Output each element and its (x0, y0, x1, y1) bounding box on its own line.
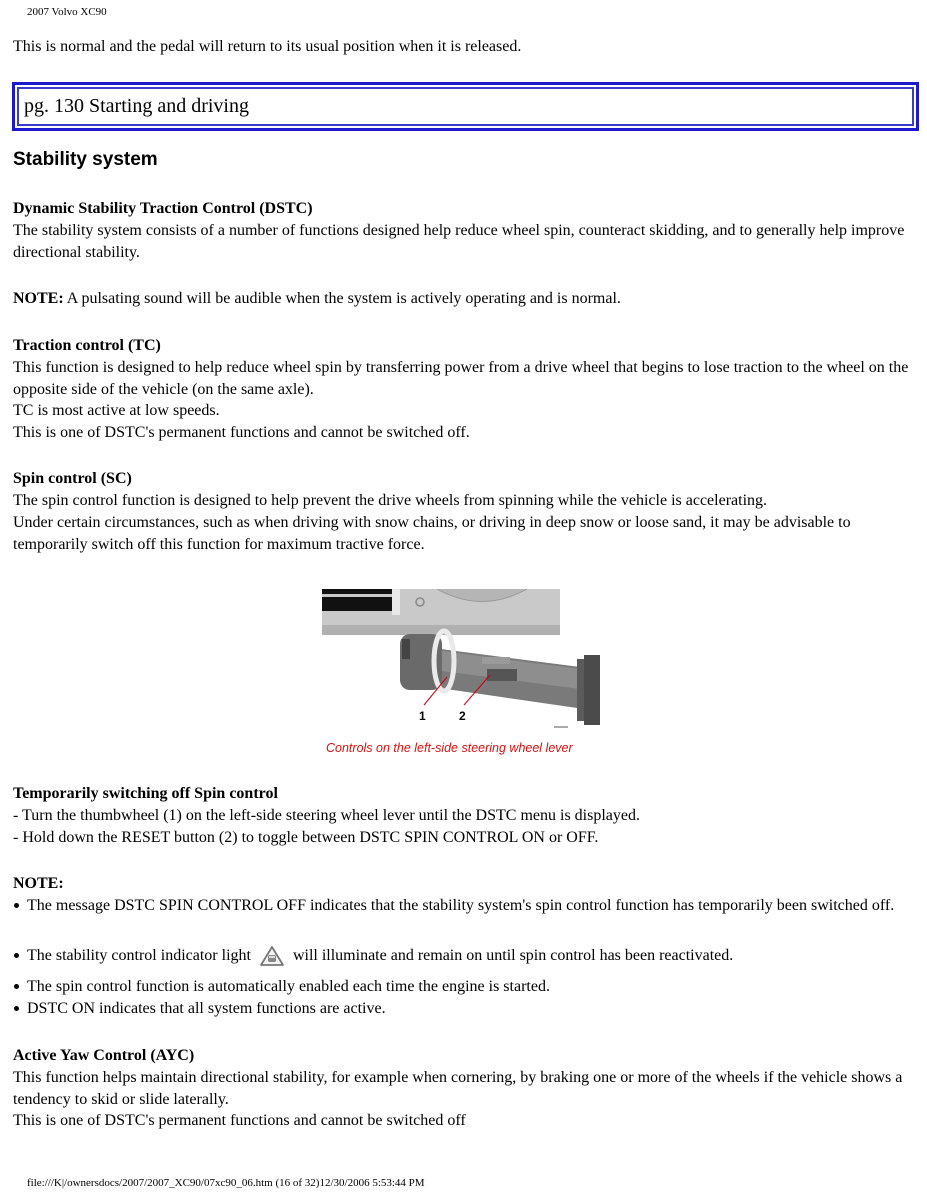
bullet-icon (14, 1006, 19, 1011)
ayc-line-2: This is one of DSTC's permanent functions and cannot be switched off (13, 1112, 466, 1129)
dstc-heading: Dynamic Stability Traction Control (DSTC) (13, 200, 313, 217)
running-head: 2007 Volvo XC90 (27, 6, 107, 18)
footer-file-path: file:///K|/ownersdocs/2007/2007_XC90/07xc90_06.htm (16 of 32)12/30/2006 5:53:44 PM (27, 1177, 425, 1189)
sc-line-2: Under certain circumstances, such as when driving with snow chains, or driving in deep snow or loose sand, it may be advisable to temporarily switch off this function for maximum tractive force. (13, 514, 851, 553)
tc-line-3: This is one of DSTC's permanent functions and cannot be switched off. (13, 424, 470, 441)
tc-line-2: TC is most active at low speeds. (13, 402, 220, 419)
temp-off-step-2: - Hold down the RESET button (2) to toggle between DSTC SPIN CONTROL ON or OFF. (13, 829, 599, 846)
section-box-label: pg. 130 Starting and driving (17, 87, 914, 126)
note-1 (13, 288, 918, 310)
note-bullet-4: DSTC ON indicates that all system functions are active. (13, 998, 913, 1020)
note-bullet-3: The spin control function is automatically enabled each time the engine is started. (13, 976, 913, 998)
sc-heading: Spin control (SC) (13, 470, 132, 487)
note-bullet-1: The message DSTC SPIN CONTROL OFF indicates that the stability system's spin control function has temporarily been switched off. (13, 895, 913, 917)
steering-lever-figure (322, 589, 604, 735)
note-1-text: A pulsating sound will be audible when the system is actively operating and is normal. (63, 290, 621, 307)
note-1-label: NOTE: (13, 290, 64, 307)
note-bullet-2: The stability control indicator light will illuminate and remain on until spin control has been reactivated. (13, 945, 913, 967)
steering-lever-illustration (322, 589, 604, 735)
tc-heading: Traction control (TC) (13, 337, 161, 354)
ayc-line-1: This function helps maintain directional stability, for example when cornering, by braking one or more of the wheels if the vehicle shows a tendency to skid or slide laterally. (13, 1069, 903, 1108)
callout-2: 2 (459, 709, 466, 723)
sc-line-1: The spin control function is designed to help prevent the drive wheels from spinning while the vehicle is accelerating. (13, 492, 768, 509)
intro-line: This is normal and the pedal will return to its usual position when it is released. (13, 38, 522, 55)
bullet-icon (14, 903, 19, 908)
stability-warning-triangle-icon (259, 945, 285, 967)
dstc-body: The stability system consists of a number of functions designed help reduce wheel spin, counteract skidding, and to generally help improve directional stability. (13, 222, 905, 261)
tc-line-1: This function is designed to help reduce wheel spin by transferring power from a drive wheel that begins to lose traction to the wheel on the opposite side of the vehicle (on the same axle). (13, 359, 909, 398)
callout-1: 1 (419, 709, 426, 723)
temp-off-step-1: - Turn the thumbwheel (1) on the left-side steering wheel lever until the DSTC menu is displayed. (13, 807, 640, 824)
note-2-label: NOTE: (13, 875, 64, 892)
page-title: Stability system (13, 149, 158, 170)
bullet-icon (14, 953, 19, 958)
section-box (12, 82, 919, 131)
bullet-icon (14, 984, 19, 989)
figure-caption: Controls on the left-side steering wheel lever (326, 741, 573, 755)
ayc-heading: Active Yaw Control (AYC) (13, 1047, 195, 1064)
temp-off-heading: Temporarily switching off Spin control (13, 785, 278, 802)
